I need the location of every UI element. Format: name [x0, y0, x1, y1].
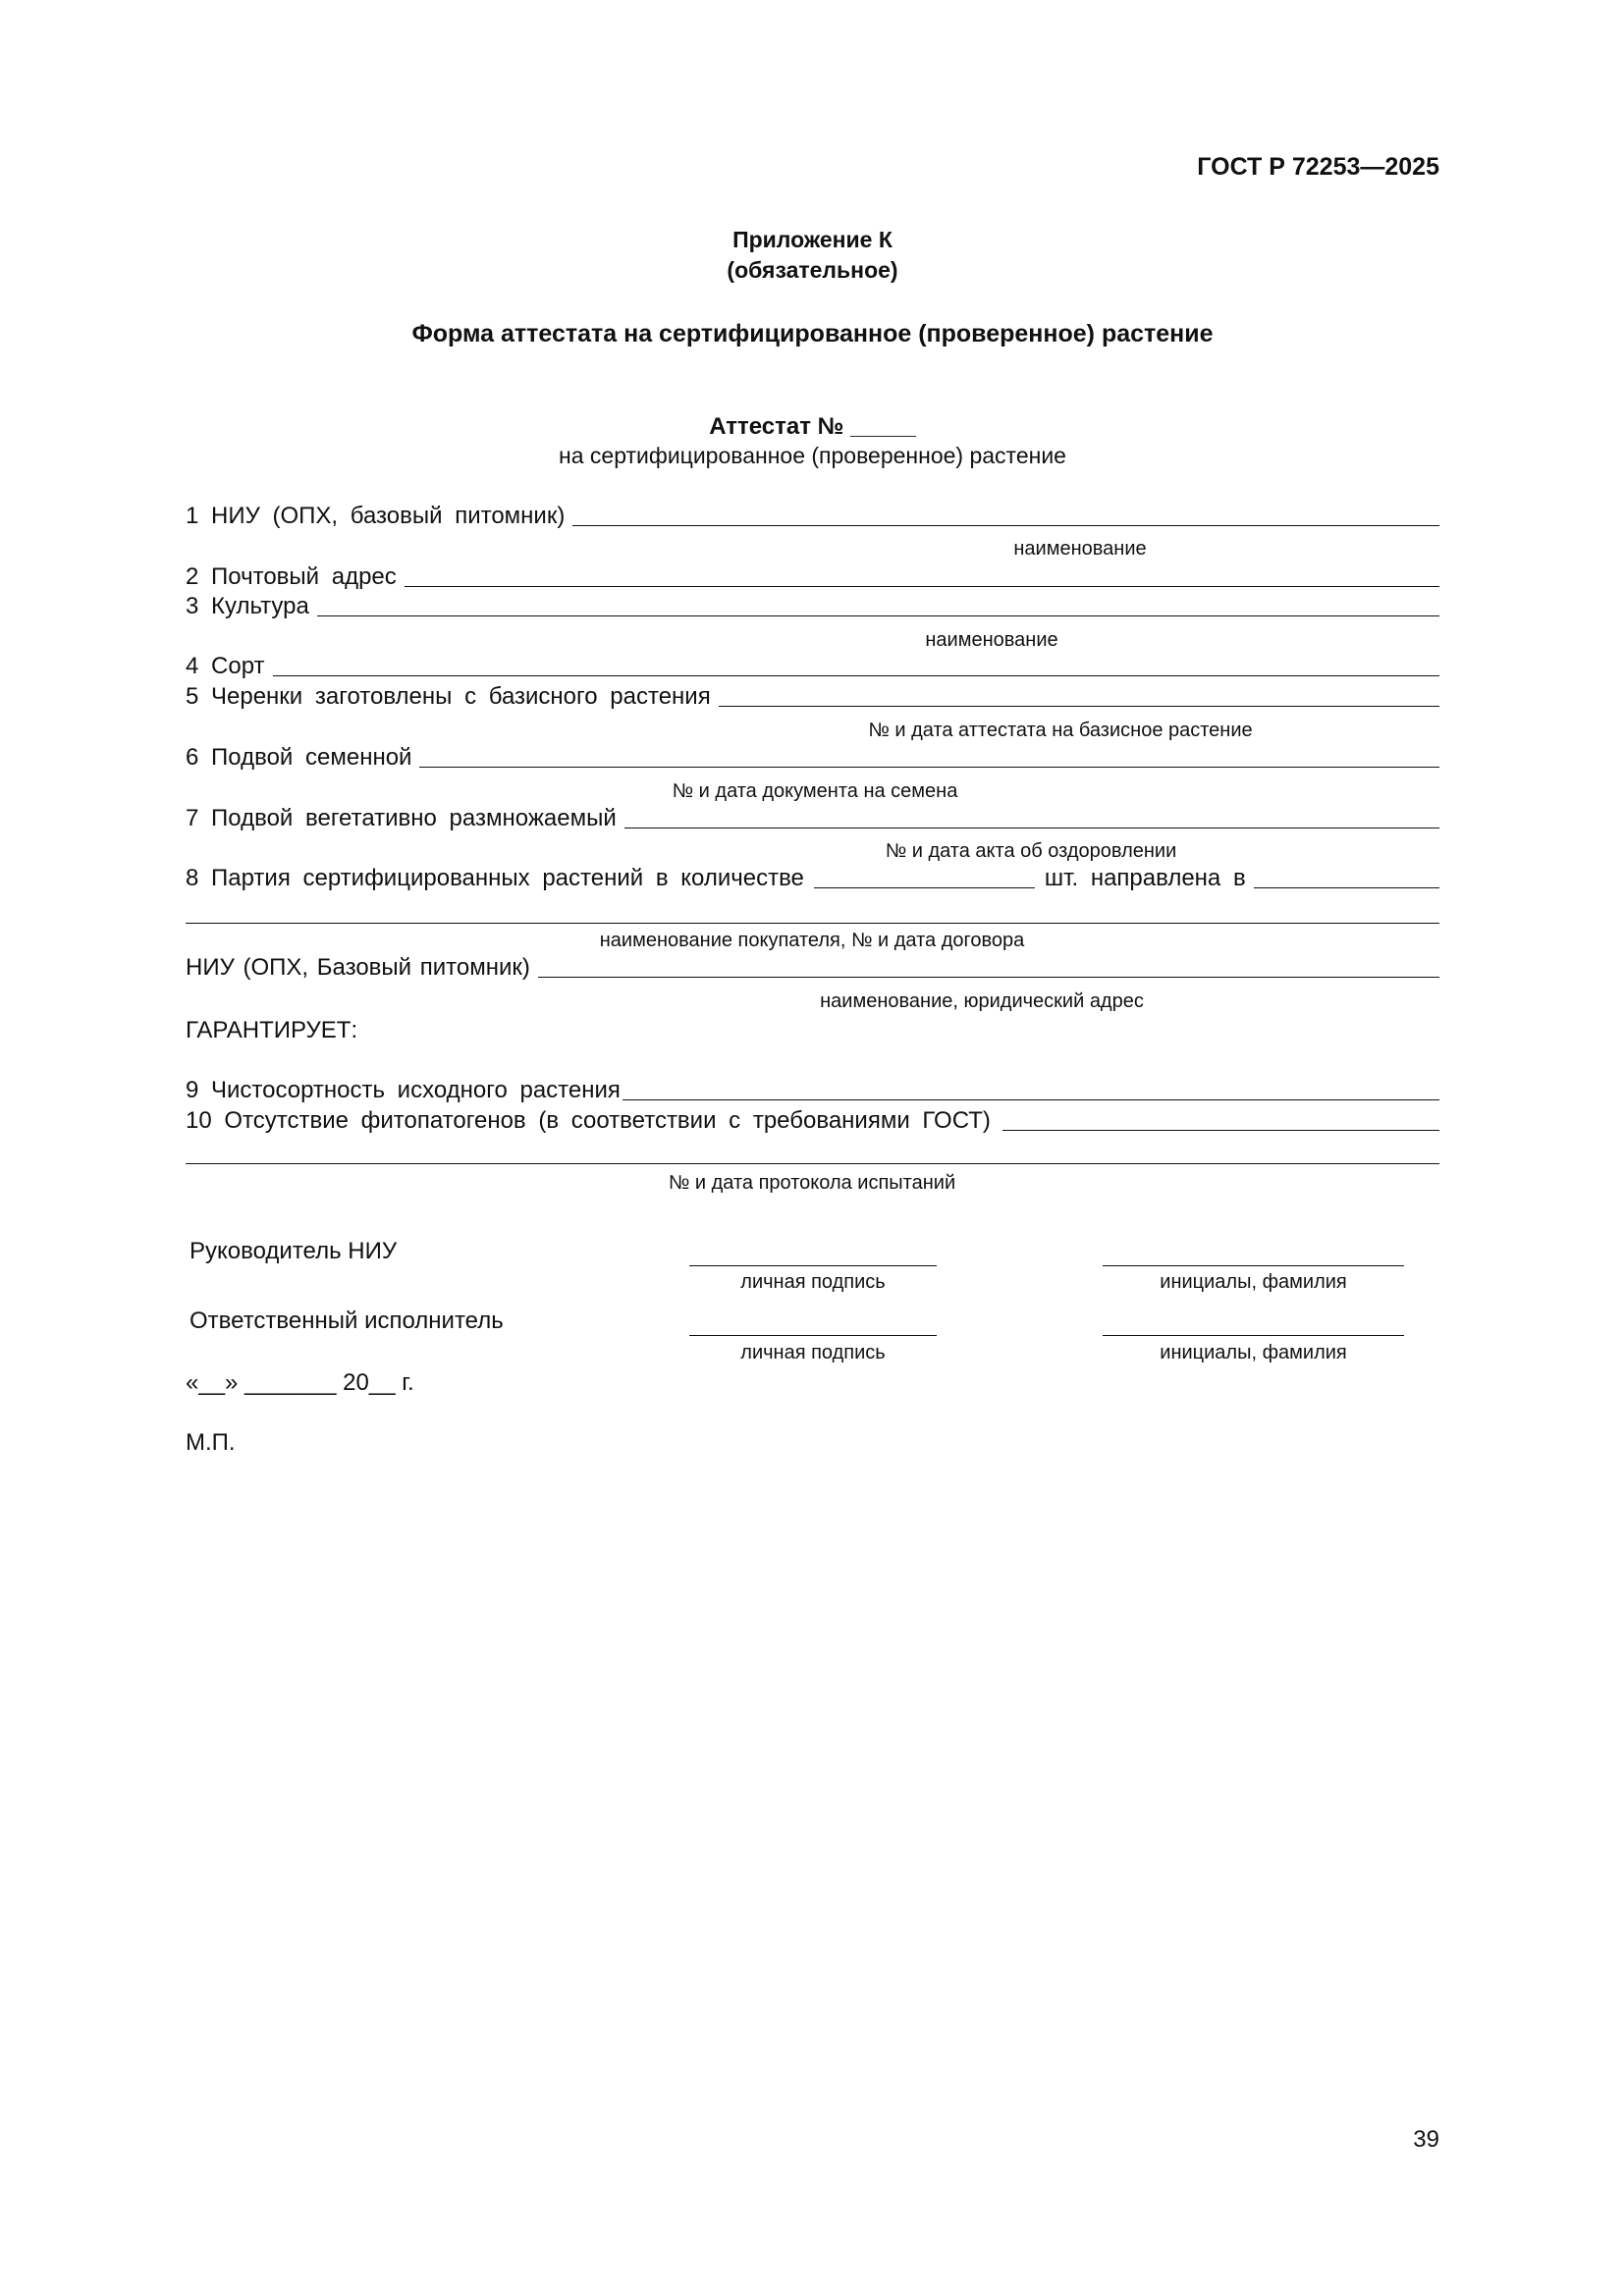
field-caption: наименование: [925, 629, 1058, 651]
field-cuttings: [186, 682, 1439, 712]
form-title: Форма аттестата на сертифицированное (проверенное) растение: [411, 320, 1214, 347]
field-caption: наименование: [1013, 538, 1147, 560]
field-label: 5 Черенки заготовлены с базисного растения: [186, 683, 711, 710]
field-caption: наименование покупателя, № и дата договора: [599, 930, 1025, 951]
input-line[interactable]: [719, 705, 1439, 707]
stamp-place: М.П.: [186, 1429, 236, 1456]
certificate-title: Аттестат № _____: [709, 413, 916, 440]
signature-role: Руководитель НИУ: [189, 1238, 398, 1264]
field-label: 2 Почтовый адрес: [186, 563, 397, 590]
name-caption: инициалы, фамилия: [1160, 1271, 1347, 1293]
field-label: 3 Культура: [186, 593, 309, 619]
name-line[interactable]: [1103, 1334, 1404, 1336]
name-caption: инициалы, фамилия: [1160, 1342, 1347, 1363]
signature-role: Ответственный исполнитель: [189, 1308, 504, 1334]
recipient-input-line[interactable]: [1254, 886, 1439, 888]
appendix-title: Приложение К: [732, 227, 893, 252]
field-batch: [186, 864, 1439, 893]
field-caption: № и дата аттестата на базисное растение: [868, 720, 1253, 741]
field-label: 7 Подвой вегетативно размножаемый: [186, 805, 617, 831]
input-line[interactable]: [538, 976, 1439, 978]
input-line-continuation[interactable]: [186, 1162, 1439, 1164]
certificate-subtitle: на сертифицированное (проверенное) растение: [559, 443, 1066, 468]
field-niu-buyer: [186, 953, 1439, 983]
input-line[interactable]: [317, 614, 1439, 616]
input-line[interactable]: [623, 1098, 1439, 1100]
input-line[interactable]: [624, 827, 1439, 828]
unit-label: шт. направлена в: [1044, 865, 1246, 891]
appendix-status: (обязательное): [727, 257, 898, 283]
field-label: 1 НИУ (ОПХ, базовый питомник): [186, 503, 566, 529]
field-caption: № и дата протокола испытаний: [668, 1172, 956, 1194]
field-label: 10 Отсутствие фитопатогенов (в соответствии с требованиями ГОСТ): [186, 1107, 991, 1134]
field-varietal-purity: [186, 1076, 1439, 1105]
input-line[interactable]: [405, 585, 1439, 587]
signature-line[interactable]: [689, 1264, 937, 1266]
date-line[interactable]: «__» _______ 20__ г.: [186, 1369, 414, 1396]
field-niu: [186, 502, 1439, 531]
page-number: 39: [1413, 2126, 1439, 2153]
field-culture: [186, 592, 1439, 621]
quantity-input-line[interactable]: [814, 886, 1035, 888]
input-line-continuation[interactable]: [186, 922, 1439, 924]
guarantees-heading: ГАРАНТИРУЕТ:: [186, 1017, 358, 1043]
field-seed-rootstock: [186, 743, 1439, 773]
name-line[interactable]: [1103, 1264, 1404, 1266]
input-line[interactable]: [572, 524, 1439, 526]
field-label: 6 Подвой семенной: [186, 744, 412, 771]
document-code: ГОСТ Р 72253—2025: [1197, 153, 1439, 181]
input-line[interactable]: [1002, 1129, 1439, 1131]
field-label: НИУ (ОПХ, Базовый питомник): [186, 954, 530, 981]
field-caption: № и дата акта об оздоровлении: [885, 840, 1177, 862]
field-phytopathogens: [186, 1106, 1439, 1136]
input-line[interactable]: [273, 674, 1439, 676]
signature-caption: личная подпись: [740, 1342, 886, 1363]
field-vegetative-rootstock: [186, 804, 1439, 833]
input-line[interactable]: [419, 766, 1439, 768]
field-caption: наименование, юридический адрес: [820, 990, 1144, 1012]
field-label: 9 Чистосортность исходного растения: [186, 1077, 621, 1103]
field-caption: № и дата документа на семена: [672, 780, 958, 802]
field-label: 4 Сорт: [186, 653, 265, 679]
field-label: 8 Партия сертифицированных растений в количестве: [186, 865, 804, 891]
field-variety: [186, 652, 1439, 681]
signature-line[interactable]: [689, 1334, 937, 1336]
signature-caption: личная подпись: [740, 1271, 886, 1293]
field-postal-address: [186, 562, 1439, 592]
